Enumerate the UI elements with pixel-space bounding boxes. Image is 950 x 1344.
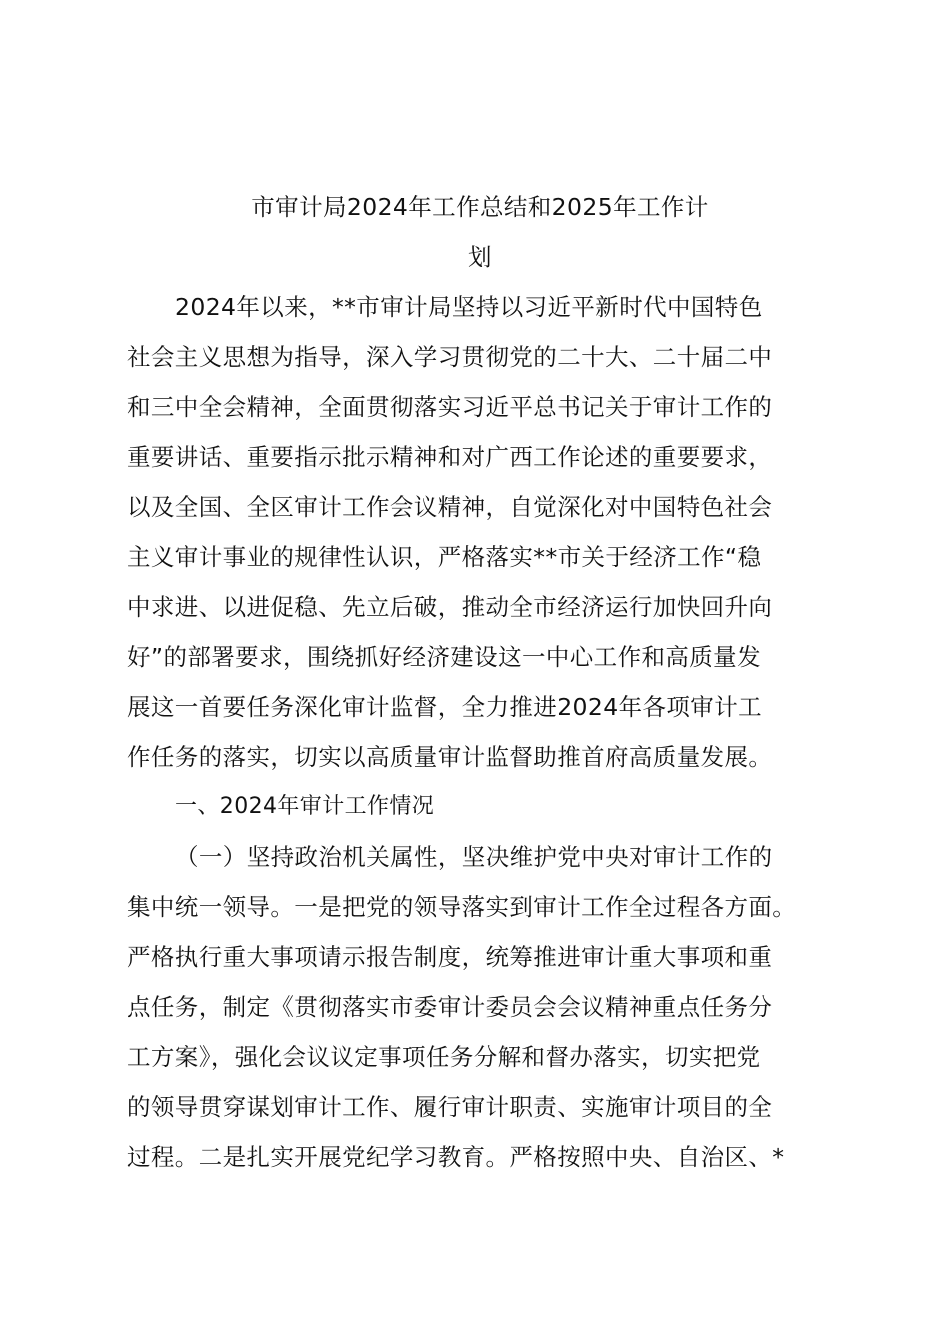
paragraph-line: 社会主义思想为指导，深入学习贯彻党的二十大、二十届二中: [127, 343, 773, 371]
paragraph-line: 以及全国、全区审计工作会议精神，自觉深化对中国特色社会: [127, 493, 773, 521]
title-line: 划: [468, 243, 492, 271]
section-paragraph: [127, 832, 847, 1182]
paragraph-line: 过程。二是扎实开展党纪学习教育。严格按照中央、自治区、*: [127, 1143, 785, 1171]
paragraph-line: 点任务，制定《贯彻落实市委审计委员会会议精神重点任务分: [127, 993, 773, 1021]
paragraph-line: 工方案》，强化会议议定事项任务分解和督办落实，切实把党: [127, 1043, 761, 1071]
paragraph-line: 的领导贯穿谋划审计工作、履行审计职责、实施审计项目的全: [127, 1093, 773, 1121]
document-body: [127, 282, 847, 1182]
paragraph-line: 好”的部署要求，围绕抓好经济建设这一中心工作和高质量发: [127, 643, 761, 671]
title-line: 市审计局2024年工作总结和2025年工作计: [251, 193, 709, 221]
paragraph-line: 展这一首要任务深化审计监督，全力推进2024年各项审计工: [127, 693, 763, 721]
section-heading: 一、2024年审计工作情况: [175, 794, 435, 819]
paragraph-line: 严格执行重大事项请示报告制度，统筹推进审计重大事项和重: [127, 943, 773, 971]
paragraph-line: （一）坚持政治机关属性，坚决维护党中央对审计工作的: [175, 843, 773, 871]
paragraph-line: 中求进、以进促稳、先立后破，推动全市经济运行加快回升向: [127, 593, 773, 621]
paragraph-line: 集中统一领导。一是把党的领导落实到审计工作全过程各方面。: [127, 893, 797, 921]
intro-paragraph: [127, 282, 847, 782]
paragraph-line: 重要讲话、重要指示批示精神和对广西工作论述的重要要求，: [127, 443, 773, 471]
document-title: [120, 182, 840, 282]
paragraph-line: 主义审计事业的规律性认识，严格落实**市关于经济工作“稳: [127, 543, 762, 571]
paragraph-line: 和三中全会精神，全面贯彻落实习近平总书记关于审计工作的: [127, 393, 773, 421]
paragraph-line: 2024年以来，**市审计局坚持以习近平新时代中国特色: [175, 293, 763, 321]
paragraph-line: 作任务的落实，切实以高质量审计监督助推首府高质量发展。: [127, 743, 773, 771]
